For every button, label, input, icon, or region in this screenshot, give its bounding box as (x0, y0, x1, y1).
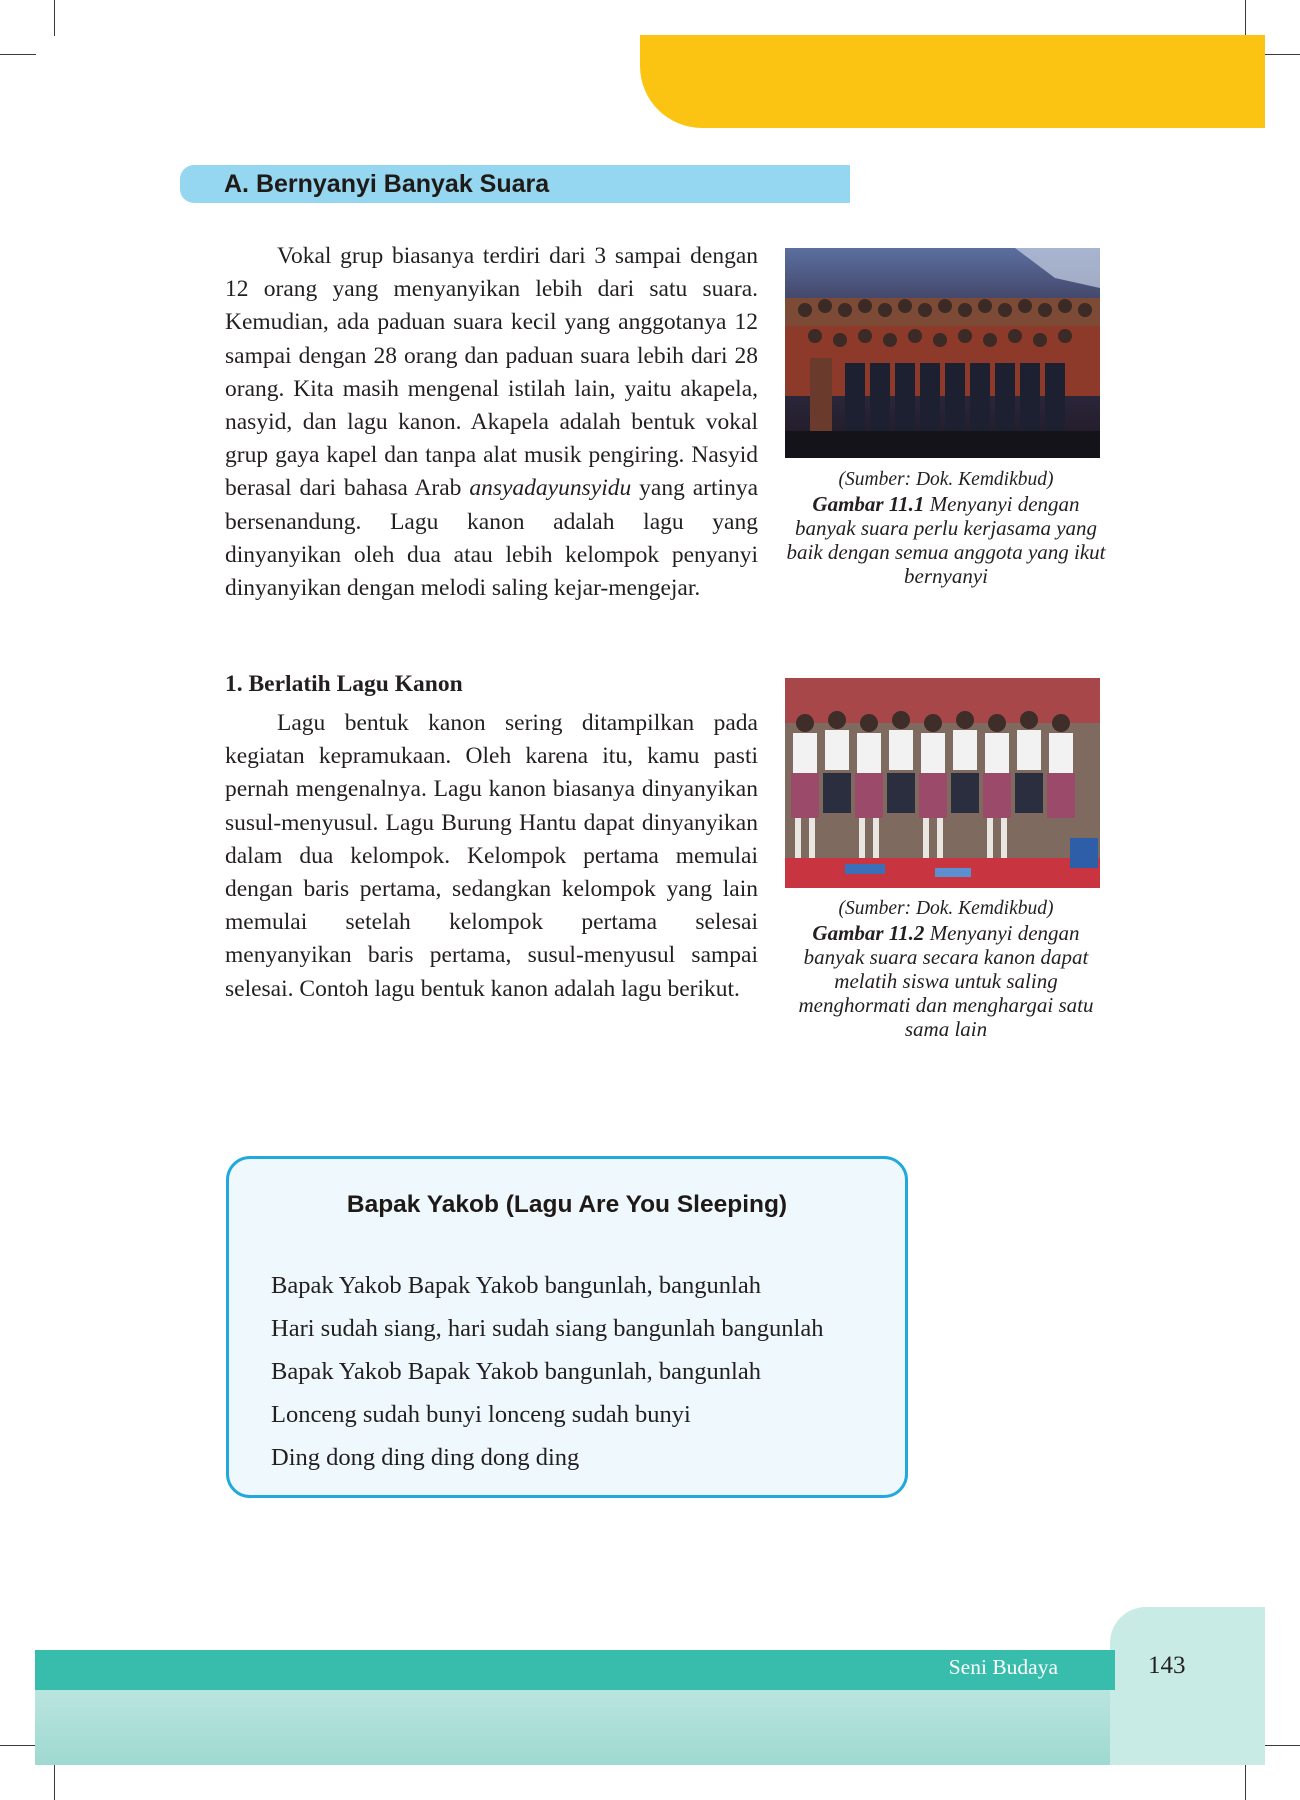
lyric-line: Bapak Yakob Bapak Yakob bangunlah, bangunlah (271, 1358, 761, 1385)
arabic-term: ansyadayunsyidu (469, 475, 632, 502)
figure1-source: (Sumber: Dok. Kemdikbud) (838, 469, 1054, 490)
intro-text-end: yang artinya bersenandung. Lagu kanon adalah lagu yang dinyanyikan oleh dua atau lebih kelompok penyanyi dinyanyikan dengan melodi saling kejar-mengejar. (225, 475, 758, 602)
song-lyrics-box (226, 1156, 908, 1498)
students-photo (785, 678, 1100, 888)
lyric-line: Lonceng sudah bunyi lonceng sudah bunyi (271, 1401, 691, 1428)
lyrics-list (271, 1264, 823, 1479)
lyric-line: Bapak Yakob Bapak Yakob bangunlah, bangunlah (271, 1272, 761, 1299)
song-title: Bapak Yakob (Lagu Are You Sleeping) (346, 1191, 788, 1218)
figure1-caption-text: Menyanyi dengan banyak suara perlu kerjasama yang baik dengan semua anggota yang ikut bernyanyi (786, 492, 1106, 588)
crop-mark-bottom-right-v (1245, 1764, 1246, 1800)
section-heading-bar (180, 165, 850, 203)
choir-photo (785, 248, 1100, 458)
crop-mark-top-left-v (54, 0, 55, 36)
intro-text: Vokal grup biasanya terdiri dari 3 sampai dengan 12 orang yang menyanyikan lebih dari satu suara. Kemudian, ada paduan suara kecil yang anggotanya 12 sampai dengan 28 orang dan paduan suara lebih dari 28 orang. Kita masih mengenal istilah lain, yaitu akapela, nasyid, dan lagu kanon. Akapela adalah bentuk vokal grup gaya kapel dan tanpa alat musik pengiring. Nasyid berasal dari bahasa Arab (225, 243, 758, 502)
figure1-caption (786, 468, 1106, 588)
crop-mark-top-right-h (1264, 54, 1300, 55)
figure2-caption (786, 897, 1106, 1041)
crop-mark-bottom-left-v (54, 1764, 55, 1800)
crop-mark-top-left-h (0, 54, 36, 55)
page-number-tab (1110, 1607, 1265, 1765)
figure1-label: Gambar 11.1 (812, 492, 925, 516)
book-title: Seni Budaya (948, 1655, 1058, 1679)
section-title: A. Bernyanyi Banyak Suara (224, 170, 550, 198)
canon-paragraph: Lagu bentuk kanon sering ditampilkan pada kegiatan kepramukaan. Oleh karena itu, kamu pasti pernah mengenalnya. Lagu kanon biasanya dinyanyikan susul-menyusul. Lagu Burung Hantu dapat dinyanyikan dalam dua kelompok. Kelompok pertama memulai dengan baris pertama, sedangkan kelompok yang lain memulai setelah kelompok pertama selesai menyanyikan baris pertama, susul-menyusul sampai selesai. Contoh lagu bentuk kanon adalah lagu berikut. (225, 710, 758, 1002)
figure2-source: (Sumber: Dok. Kemdikbud) (838, 898, 1054, 919)
crop-mark-bottom-left-h (0, 1745, 36, 1746)
crop-mark-top-right-v (1245, 0, 1246, 36)
chapter-tab-decoration (640, 35, 1265, 128)
intro-paragraph (225, 240, 758, 605)
figure2-caption-text: Menyanyi dengan banyak suara secara kanon dapat melatih siswa untuk saling menghormati dan menghargai satu sama lain (798, 921, 1094, 1041)
lyric-line: Hari sudah siang, hari sudah siang bangunlah bangunlah (271, 1315, 824, 1342)
figure2-label: Gambar 11.2 (812, 921, 925, 945)
subsection-title: 1. Berlatih Lagu Kanon (225, 671, 463, 697)
page-number: 143 (1148, 1652, 1186, 1679)
lyric-line: Ding dong ding ding dong ding (271, 1444, 580, 1471)
crop-mark-bottom-right-h (1264, 1745, 1300, 1746)
